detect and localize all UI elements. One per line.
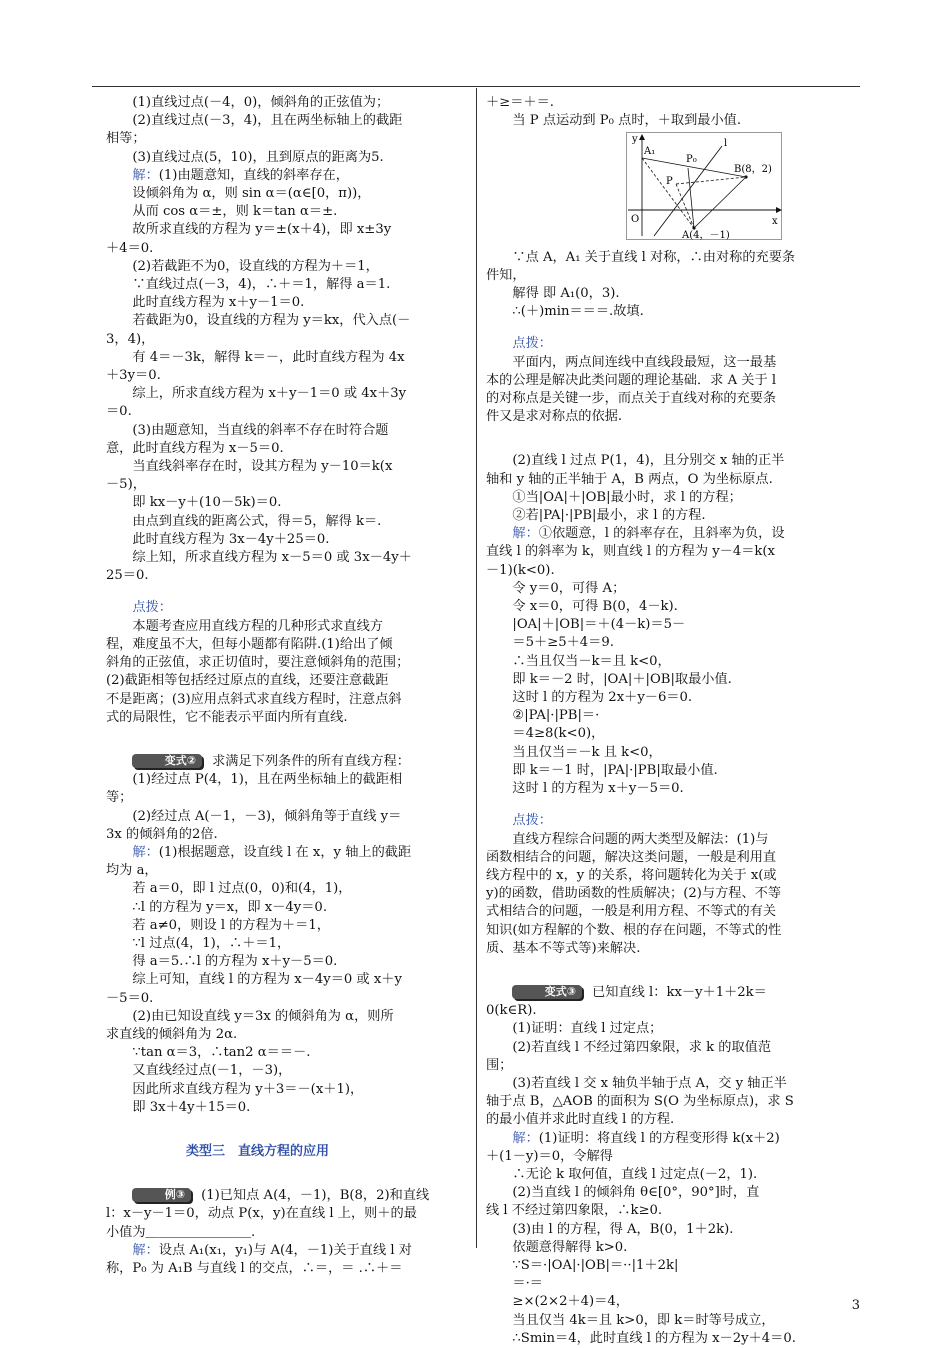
text-line: 25＝0. — [106, 568, 149, 584]
text-line: 本题考查应用直线方程的几种形式求直线方 — [132, 618, 383, 634]
solution-label: 解： — [512, 1130, 539, 1146]
text-line: ∴l 的方程为 y＝x，即 x－4y＝0. — [132, 899, 328, 915]
text-line: (2)若直线 l 不经过第四象限，求 k 的取值范 — [512, 1039, 772, 1055]
text-line: 知识(如方程解的个数、根的存在问题，不等式的性 — [486, 922, 782, 938]
text-line: 若截距为0，设直线的方程为 y＝kx，代入点(－ — [132, 313, 411, 329]
text-line: 依题意得解得 k>0. — [512, 1239, 628, 1255]
text-line: －5)， — [106, 477, 146, 493]
text-line: 件又是求对称点的依据. — [486, 409, 623, 425]
solution-text: 设点 A₁(x₁，y₁)与 A(4，－1)关于直线 l 对 — [158, 1242, 412, 1258]
text-line: 轴和 y 轴的正半轴于 A，B 两点，O 为坐标原点. — [486, 471, 773, 487]
spacer — [106, 727, 466, 753]
text-line: ＋4＝0. — [106, 240, 154, 256]
text-line: 3x 的倾斜角的2倍. — [106, 826, 218, 842]
text-line: |OA|＋|OB|＝＋(4－k)＝5－ — [512, 617, 686, 633]
text-line: ＋≥＝＋＝. — [486, 95, 554, 110]
header-rule — [92, 86, 860, 87]
text-line: 即 kx－y＋(10－5k)＝0. — [132, 495, 282, 511]
fig-label-a: A(4，－1) — [682, 230, 730, 241]
text-line: 此时直线方程为 x＋y－1＝0. — [132, 295, 305, 311]
solution-label: 解： — [132, 1242, 159, 1258]
text-line: ∴当且仅当－k＝且 k<0， — [512, 653, 671, 669]
text-line — [486, 984, 856, 1002]
spacer — [486, 798, 856, 812]
text-line: 式相结合的问题，一般是利用方程、不等式的有关 — [486, 904, 777, 920]
text-line: ∴无论 k 取何值，直线 l 过定点(－2，1). — [512, 1166, 758, 1182]
solution-label: 解： — [512, 526, 539, 542]
text-line: 综上知，所求直线方程为 x－5＝0 或 3x－4y＋ — [132, 550, 412, 566]
text-line: l：x－y－1＝0，动点 P(x，y)在直线 l 上，则＋的最 — [106, 1206, 417, 1222]
text-line: ∵直线过点(－3，4)，∴＋＝1，解得 a＝1. — [132, 277, 391, 293]
text-line: 线 l 不经过第四象限，∴k≥0. — [486, 1203, 663, 1219]
text-line: ∵点 A，A₁ 关于直线 l 对称，∴由对称的充要条 — [512, 249, 796, 265]
text-line: ∴(＋)min＝＝＝.故填. — [512, 304, 644, 320]
text-line: ∵tan α＝3，∴tan2 α＝＝－. — [132, 1045, 311, 1061]
text-line: ②若|PA|·|PB|最小，求 l 的方程. — [512, 508, 706, 524]
fig-label-a1: A₁ — [644, 146, 656, 158]
text-line: 等； — [106, 790, 133, 806]
text-line: 当且仅当 4k＝且 k>0，即 k＝时等号成立， — [512, 1312, 775, 1328]
text-line: 当直线斜率存在时，设其方程为 y－10＝k(x — [132, 459, 393, 475]
text-line: 平面内，两点间连线中直线段最短，这一最基 — [512, 354, 777, 370]
text-line: 这时 l 的方程为 2x＋y－6＝0. — [512, 690, 693, 706]
fig-label-l: l — [724, 138, 728, 150]
spacer — [106, 1161, 466, 1187]
text-line: ∵l 过点(4，1)，∴＋＝1， — [132, 935, 291, 951]
text-line: 令 y＝0，可得 A； — [512, 580, 626, 596]
text-line: 故所求直线的方程为 y＝±(x＋4)，即 x±3y — [132, 222, 392, 238]
text-line: 综上可知，直线 l 的方程为 x－4y＝0 或 x＋y — [132, 972, 402, 988]
text-line: (3)直线过点(5，10)，且到原点的距离为5. — [132, 149, 384, 165]
solution-label: 解： — [132, 844, 159, 860]
reflection-figure — [626, 132, 782, 240]
text-line: －5＝0. — [106, 990, 154, 1006]
text-line: 即 k＝－2 时，|OA|＋|OB|取最小值. — [512, 671, 732, 687]
text-line: 这时 l 的方程为 x＋y－5＝0. — [512, 781, 684, 797]
text-line: 0(k∈R). — [486, 1003, 537, 1019]
example-badge: 变式② — [132, 754, 202, 768]
spacer — [106, 1117, 466, 1143]
page-number: 3 — [851, 1298, 860, 1313]
text-line: 解得 即 A₁(0，3). — [512, 286, 620, 302]
text-line: 的对称点是关键一步，而点关于直线对称的充要条 — [486, 391, 777, 407]
text-line: 小值为＿＿＿＿＿＿＿＿. — [106, 1224, 256, 1240]
text-line: (2)经过点 A(－1，－3)，倾斜角等于直线 y＝ — [132, 808, 402, 824]
text-line: ＝0. — [106, 404, 132, 420]
text-line: (1)经过点 P(4，1)，且在两坐标轴上的截距相 — [132, 772, 403, 788]
column-divider — [476, 88, 477, 1248]
text-line: 件知， — [486, 267, 526, 283]
fig-label-y: y — [632, 134, 638, 146]
text-line: 不是距离；(3)应用点斜式求直线方程时，注意点斜 — [106, 691, 402, 707]
text-line: (2)由已知设直线 y＝3x 的倾斜角为 α，则所 — [132, 1008, 394, 1024]
example-badge: 例③ — [132, 1188, 191, 1202]
text-line: 当且仅当＝－k 且 k<0， — [512, 744, 662, 760]
text-line: 当 P 点运动到 P₀ 点时，＋取到最小值. — [512, 113, 742, 129]
text-line — [106, 167, 466, 185]
text-line: 意，此时直线方程为 x－5＝0. — [106, 440, 284, 456]
text-line: 若 a≠0，则设 l 的方程为＋＝1， — [132, 917, 330, 933]
text-line: (2)直线 l 过点 P(1，4)，且分别交 x 轴的正半 — [512, 453, 785, 469]
text-line: 点拨： — [512, 813, 552, 829]
badge-text: 求满足下列条件的所有直线方程： — [212, 753, 410, 769]
spacer — [486, 426, 856, 452]
text-line: ＝5＋≥5＋4＝9. — [512, 635, 614, 651]
text-line — [486, 525, 856, 543]
text-line: (3)由题意知，当直线的斜率不存在时符合题 — [132, 422, 389, 438]
text-line: (3)由 l 的方程，得 A，B(0，1＋2k). — [512, 1221, 734, 1237]
spacer — [486, 958, 856, 984]
text-line: 3，4)， — [106, 331, 155, 347]
text-line: 本的公理是解决此类问题的理论基础．求 A 关于 l — [486, 372, 777, 388]
section-heading: 类型三 直线方程的应用 — [186, 1143, 330, 1159]
solution-label: 解： — [132, 167, 159, 183]
text-line: 轴于点 B，△AOB 的面积为 S(O 为坐标原点)，求 S — [486, 1094, 794, 1110]
text-line: y)的函数，借助函数的性质解决；(2)与方程、不等 — [486, 886, 782, 902]
text-line — [106, 753, 466, 771]
text-line: ∴Smin＝4，此时直线 l 的方程为 x－2y＋4＝0. — [512, 1330, 796, 1346]
text-line: 函数相结合的问题，解决这类问题，一般是利用直 — [486, 849, 777, 865]
text-line: 因此所求直线方程为 y＋3＝－(x＋1)， — [132, 1081, 364, 1097]
text-line: 此时直线方程为 3x－4y＋25＝0. — [132, 531, 330, 547]
text-line: 有 4＝－3k，解得 k＝－，此时直线方程为 4x — [132, 349, 405, 365]
spacer — [106, 585, 466, 599]
text-line: 直线方程综合问题的两大类型及解法：(1)与 — [512, 831, 769, 847]
solution-text: ①依题意，l 的斜率存在，且斜率为负，设 — [538, 526, 785, 542]
text-line: (2)截距相等包括经过原点的直线，还要注意截距 — [106, 673, 389, 689]
text-line: (2)当直线 l 的倾斜角 θ∈[0°，90°]时，直 — [512, 1185, 760, 1201]
text-line: 点拨： — [132, 600, 172, 616]
text-line: ≥×(2×2＋4)＝4， — [512, 1294, 629, 1310]
spacer — [486, 321, 856, 335]
badge-text: 已知直线 l：kx－y＋1＋2k＝ — [592, 984, 767, 1000]
fig-label-p: P — [666, 176, 673, 188]
text-line: ①当|OA|＋|OB|最小时，求 l 的方程； — [512, 489, 742, 505]
fig-label-p0: P₀ — [686, 154, 697, 166]
text-line: 令 x＝0，可得 B(0，4－k). — [512, 599, 678, 615]
text-line: 程，难度虽不大，但每小题都有陷阱.(1)给出了倾 — [106, 636, 393, 652]
right-column — [486, 94, 856, 1348]
solution-text: (1)根据题意，设直线 l 在 x，y 轴上的截距 — [158, 844, 412, 860]
solution-text: (1)证明：将直线 l 的方程变形得 k(x＋2) — [538, 1130, 780, 1146]
text-line: 设倾斜角为 α，则 sin α＝(α∈[0，π))， — [132, 186, 371, 202]
fig-label-b: B(8，2) — [734, 164, 772, 176]
text-line: (2)直线过点(－3，4)，且在两坐标轴上的截距 — [132, 113, 403, 129]
text-line — [106, 1242, 466, 1260]
text-line: (1)直线过点(－4，0)，倾斜角的正弦值为； — [132, 95, 390, 110]
text-line: 若 a＝0，即 l 过点(0，0)和(4，1)， — [132, 881, 352, 897]
text-line: (3)若直线 l 交 x 轴负半轴于点 A，交 y 轴正半 — [512, 1075, 787, 1091]
text-line: (1)证明：直线 l 过定点； — [512, 1021, 663, 1037]
text-line: 点拨： — [512, 336, 552, 352]
text-line: 式的局限性，它不能表示平面内所有直线. — [106, 709, 348, 725]
text-line — [106, 1187, 466, 1205]
text-line: 线方程中的 x，y 的关系，将问题转化为关于 x(或 — [486, 867, 777, 883]
left-column — [106, 94, 466, 1278]
text-line: ＋3y＝0. — [106, 368, 161, 384]
example-badge: 变式③ — [512, 985, 582, 999]
solution-text: (1)由题意知，直线的斜率存在， — [158, 167, 349, 183]
text-line: 求直线的倾斜角为 2α. — [106, 1026, 238, 1042]
text-line: 斜角的正弦值，求正切值时，要注意倾斜角的范围； — [106, 655, 410, 671]
text-line: 均为 a， — [106, 863, 158, 879]
text-line — [106, 844, 466, 862]
text-line: ＋(1－y)＝0，令解得 — [486, 1148, 613, 1164]
text-line: ＝4≥8(k<0)， — [512, 726, 605, 742]
fig-label-x: x — [772, 216, 778, 228]
text-line: 的最小值并求此时直线 l 的方程. — [486, 1112, 675, 1128]
text-line: 即 3x＋4y＋15＝0. — [132, 1099, 251, 1115]
text-line: (2)若截距不为0，设直线的方程为＋＝1， — [132, 258, 379, 274]
text-line: ∵S＝·|OA|·|OB|＝··|1＋2k| — [512, 1257, 679, 1273]
text-line: ＝·＝ — [512, 1276, 543, 1292]
text-line: ②|PA|·|PB|＝· — [512, 708, 600, 724]
text-line: 即 k＝－1 时，|PA|·|PB|取最小值. — [512, 762, 718, 778]
badge-text: (1)已知点 A(4，－1)，B(8，2)和直线 — [201, 1188, 430, 1204]
text-line: 相等； — [106, 131, 146, 147]
text-line: 围； — [486, 1057, 513, 1073]
text-line: 综上，所求直线方程为 x＋y－1＝0 或 4x＋3y — [132, 386, 407, 402]
text-line — [486, 1130, 856, 1148]
text-line: 得 a＝5.∴l 的方程为 x＋y－5＝0. — [132, 954, 338, 970]
text-line: 直线 l 的斜率为 k，则直线 l 的方程为 y－4＝k(x — [486, 544, 775, 560]
fig-label-o: O — [631, 214, 640, 226]
text-line: 从而 cos α＝±，则 k＝tan α＝±. — [132, 204, 338, 220]
text-line: 由点到直线的距离公式，得＝5，解得 k＝. — [132, 513, 382, 529]
text-line: 称，P₀ 为 A₁B 与直线 l 的交点，∴＝，＝ .∴＋＝ — [106, 1260, 403, 1276]
text-line: －1)(k<0). — [486, 562, 555, 578]
text-line: 质、基本不等式等)来解决. — [486, 940, 641, 956]
text-line: 又直线经过点(－1，－3)， — [132, 1063, 292, 1079]
